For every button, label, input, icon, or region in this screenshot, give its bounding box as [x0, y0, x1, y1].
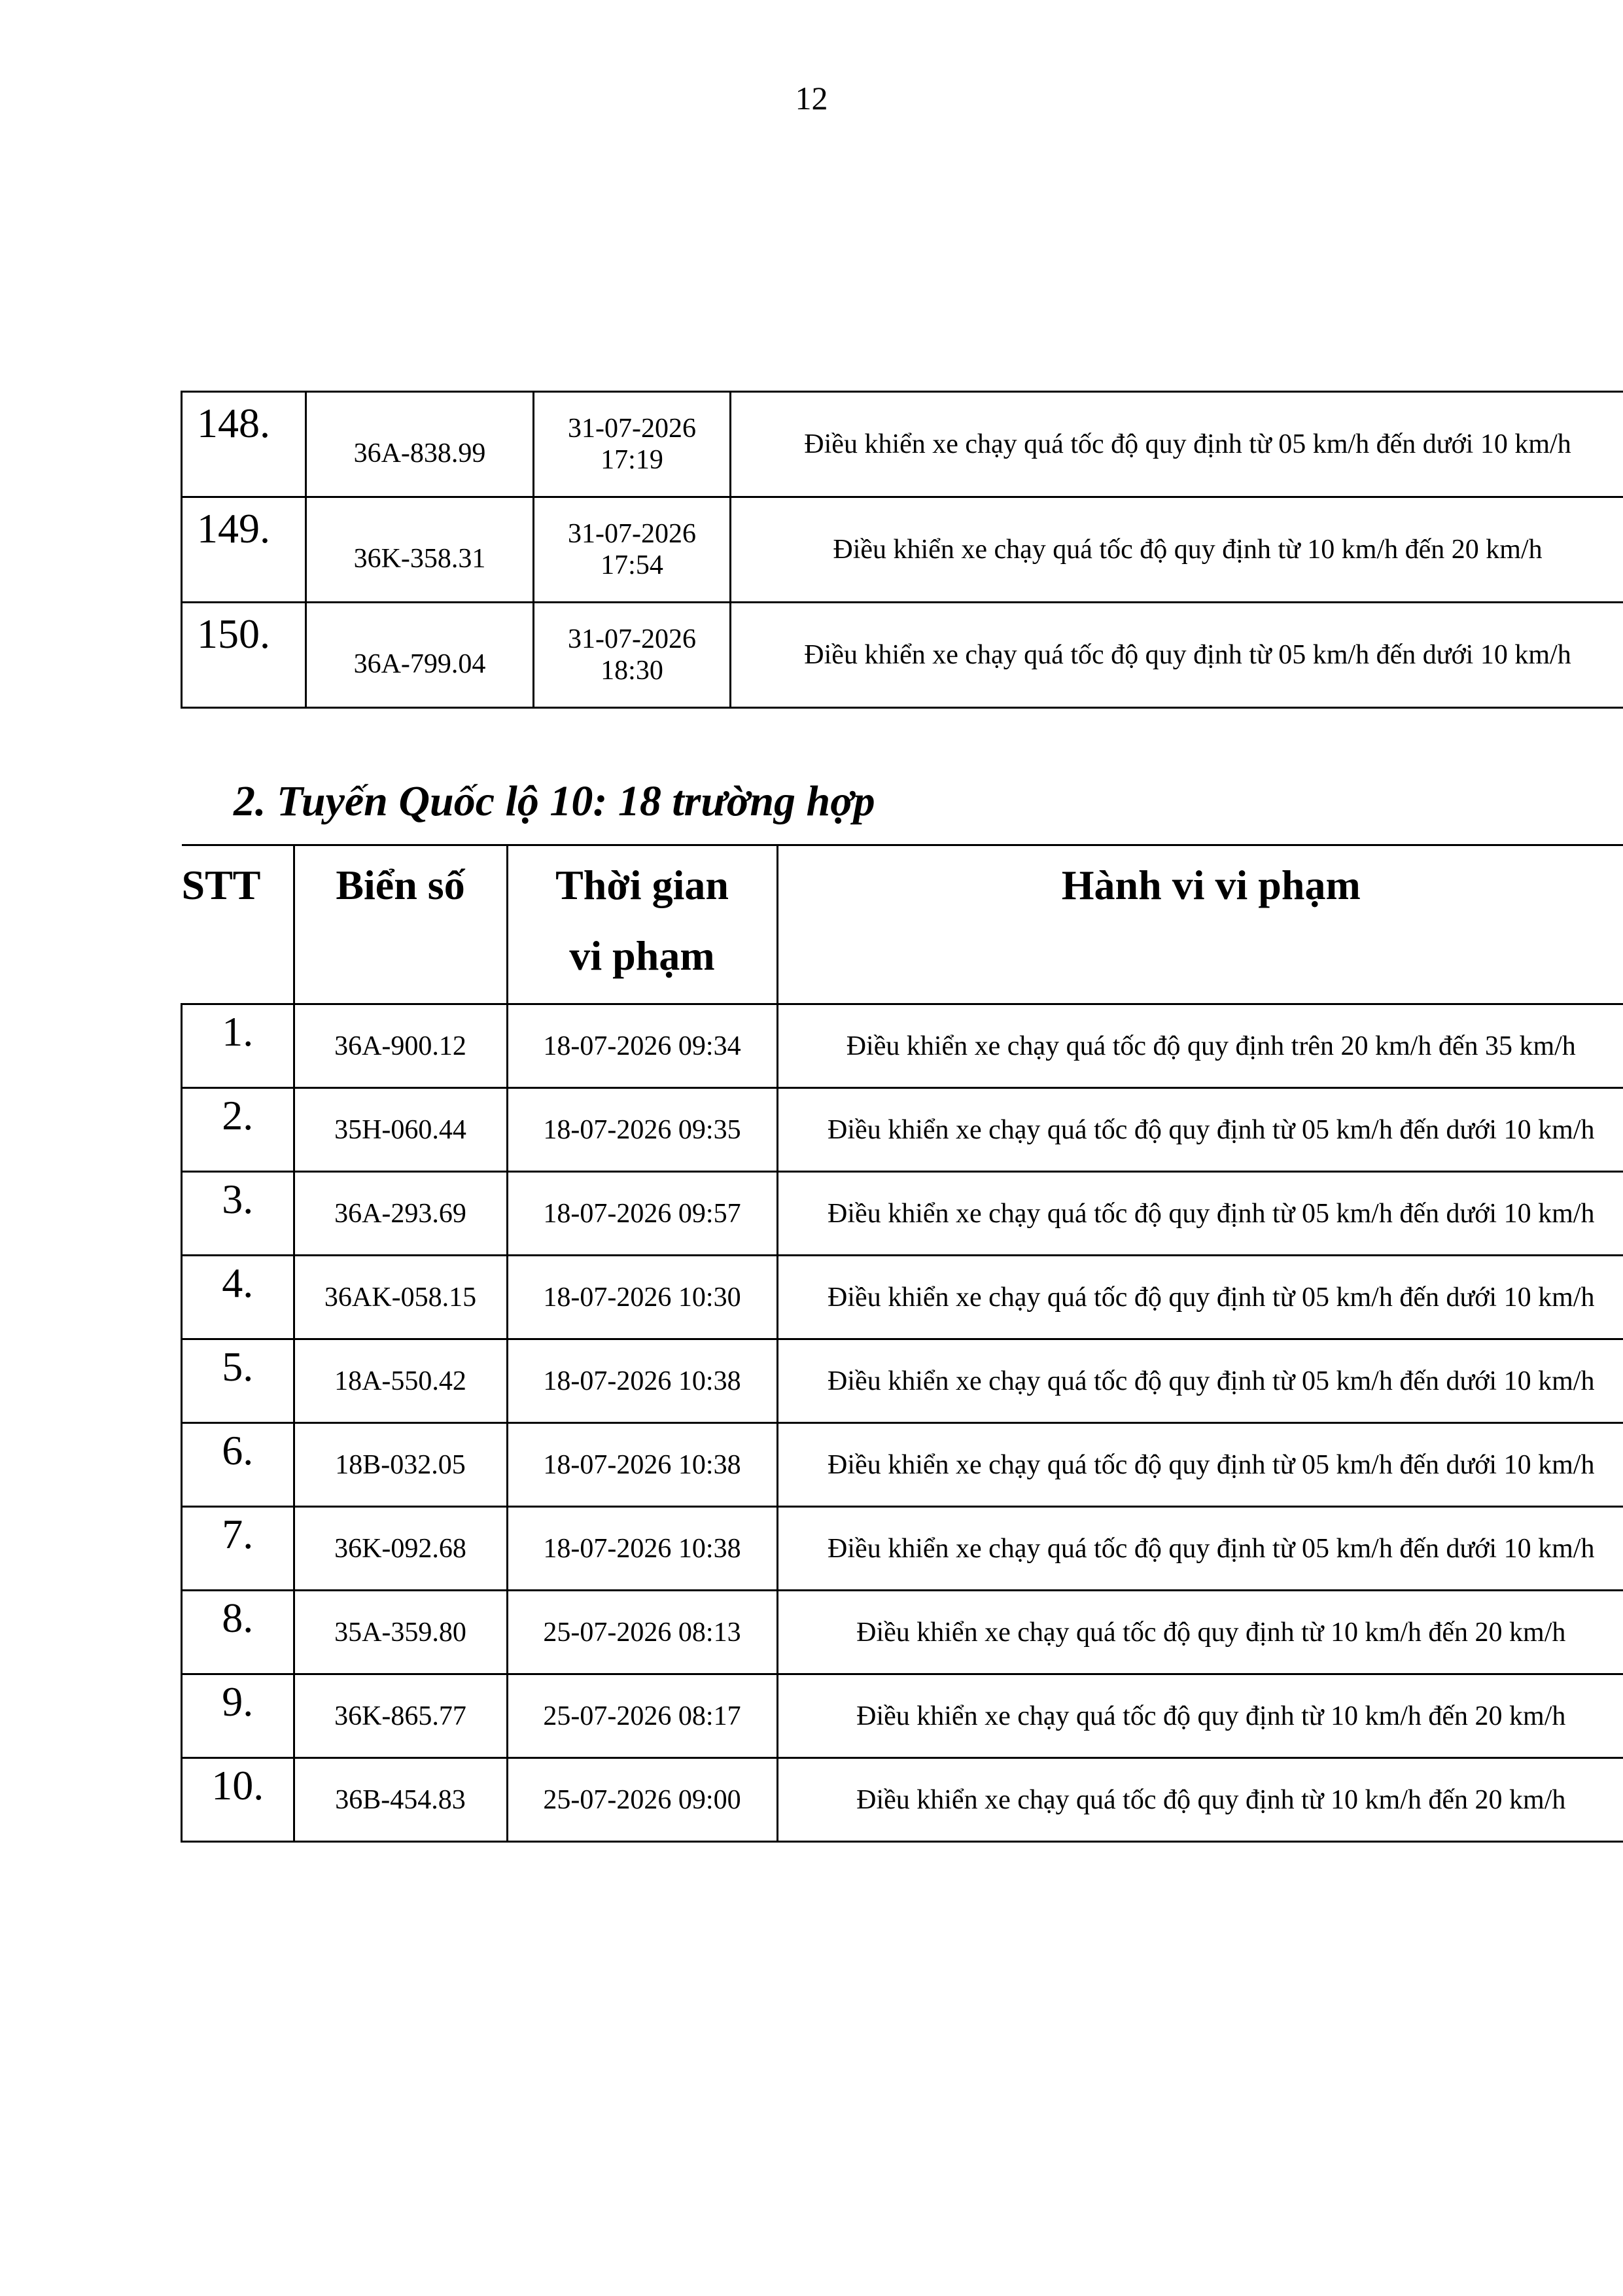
row-violation: Điều khiển xe chạy quá tốc độ quy định từ 05 km/h đến dưới 10 km/h — [777, 1507, 1623, 1591]
row-datetime: 25-07-2026 08:13 — [507, 1591, 777, 1674]
row-time — [534, 603, 731, 708]
violations-table-continued — [181, 391, 1623, 709]
row-violation: Điều khiển xe chạy quá tốc độ quy định từ 05 km/h đến dưới 10 km/h — [777, 1423, 1623, 1507]
header-violation: Hành vi vi phạm — [777, 845, 1623, 1004]
table-row — [182, 1004, 1623, 1088]
table-row — [182, 1423, 1623, 1507]
row-plate: 36AK-058.15 — [294, 1256, 507, 1339]
row-violation: Điều khiển xe chạy quá tốc độ quy định từ 10 km/h đến 20 km/h — [777, 1674, 1623, 1758]
row-stt: 149. — [182, 497, 306, 603]
row-stt: 5. — [182, 1339, 294, 1423]
violations-table-continued-body — [182, 392, 1623, 708]
row-stt: 9. — [182, 1674, 294, 1758]
row-plate: 18A-550.42 — [294, 1339, 507, 1423]
header-stt: STT — [182, 845, 294, 1004]
row-date: 31-07-2026 — [568, 519, 696, 549]
row-datetime: 18-07-2026 09:57 — [507, 1172, 777, 1256]
row-datetime: 18-07-2026 10:38 — [507, 1423, 777, 1507]
row-stt: 2. — [182, 1088, 294, 1172]
table-row — [182, 497, 1623, 603]
row-datetime: 25-07-2026 08:17 — [507, 1674, 777, 1758]
row-violation: Điều khiển xe chạy quá tốc độ quy định từ 10 km/h đến 20 km/h — [777, 1591, 1623, 1674]
row-plate: 36K-092.68 — [294, 1507, 507, 1591]
header-time-line2: vi phạm — [569, 932, 715, 979]
row-plate: 36A-799.04 — [306, 603, 534, 708]
row-plate: 36A-838.99 — [306, 392, 534, 497]
row-stt: 150. — [182, 603, 306, 708]
header-plate: Biển số — [294, 845, 507, 1004]
row-violation: Điều khiển xe chạy quá tốc độ quy định từ 05 km/h đến dưới 10 km/h — [731, 603, 1623, 708]
route-10-violations-table — [181, 844, 1623, 1843]
page-number: 12 — [795, 80, 828, 116]
table-row — [182, 1507, 1623, 1591]
row-violation: Điều khiển xe chạy quá tốc độ quy định từ 05 km/h đến dưới 10 km/h — [777, 1256, 1623, 1339]
row-time — [534, 392, 731, 497]
row-plate: 35A-359.80 — [294, 1591, 507, 1674]
row-plate: 36K-865.77 — [294, 1674, 507, 1758]
row-datetime: 18-07-2026 09:35 — [507, 1088, 777, 1172]
row-plate: 36B-454.83 — [294, 1758, 507, 1842]
table-row — [182, 1088, 1623, 1172]
row-datetime: 18-07-2026 10:38 — [507, 1507, 777, 1591]
row-stt: 3. — [182, 1172, 294, 1256]
row-stt: 7. — [182, 1507, 294, 1591]
row-clock: 18:30 — [601, 656, 663, 686]
row-datetime: 18-07-2026 10:30 — [507, 1256, 777, 1339]
row-stt: 6. — [182, 1423, 294, 1507]
row-plate: 36A-900.12 — [294, 1004, 507, 1088]
row-plate: 35H-060.44 — [294, 1088, 507, 1172]
row-violation: Điều khiển xe chạy quá tốc độ quy định từ 10 km/h đến 20 km/h — [777, 1758, 1623, 1842]
row-date: 31-07-2026 — [568, 624, 696, 654]
row-stt: 4. — [182, 1256, 294, 1339]
table-row — [182, 1591, 1623, 1674]
row-clock: 17:19 — [601, 445, 663, 475]
section-heading: 2. Tuyến Quốc lộ 10: 18 trường hợp — [234, 777, 875, 825]
header-time — [507, 845, 777, 1004]
table-row — [182, 1674, 1623, 1758]
header-time-line1: Thời gian — [555, 862, 729, 908]
table-row — [182, 1172, 1623, 1256]
table-row — [182, 1339, 1623, 1423]
row-plate: 36A-293.69 — [294, 1172, 507, 1256]
row-stt: 8. — [182, 1591, 294, 1674]
row-violation: Điều khiển xe chạy quá tốc độ quy định từ 10 km/h đến 20 km/h — [731, 497, 1623, 603]
row-datetime: 25-07-2026 09:00 — [507, 1758, 777, 1842]
row-stt: 148. — [182, 392, 306, 497]
table-row — [182, 603, 1623, 708]
row-plate: 18B-032.05 — [294, 1423, 507, 1507]
row-violation: Điều khiển xe chạy quá tốc độ quy định từ 05 km/h đến dưới 10 km/h — [777, 1172, 1623, 1256]
table-row — [182, 1256, 1623, 1339]
row-datetime: 18-07-2026 09:34 — [507, 1004, 777, 1088]
row-stt: 1. — [182, 1004, 294, 1088]
row-clock: 17:54 — [601, 550, 663, 580]
row-violation: Điều khiển xe chạy quá tốc độ quy định từ 05 km/h đến dưới 10 km/h — [777, 1088, 1623, 1172]
row-time — [534, 497, 731, 603]
table-header-row — [182, 845, 1623, 1004]
route-10-violations-body — [182, 1004, 1623, 1842]
row-datetime: 18-07-2026 10:38 — [507, 1339, 777, 1423]
table-row — [182, 1758, 1623, 1842]
row-plate: 36K-358.31 — [306, 497, 534, 603]
row-violation: Điều khiển xe chạy quá tốc độ quy định từ 05 km/h đến dưới 10 km/h — [731, 392, 1623, 497]
row-date: 31-07-2026 — [568, 414, 696, 444]
row-stt: 10. — [182, 1758, 294, 1842]
row-violation: Điều khiển xe chạy quá tốc độ quy định trên 20 km/h đến 35 km/h — [777, 1004, 1623, 1088]
table-row — [182, 392, 1623, 497]
row-violation: Điều khiển xe chạy quá tốc độ quy định từ 05 km/h đến dưới 10 km/h — [777, 1339, 1623, 1423]
